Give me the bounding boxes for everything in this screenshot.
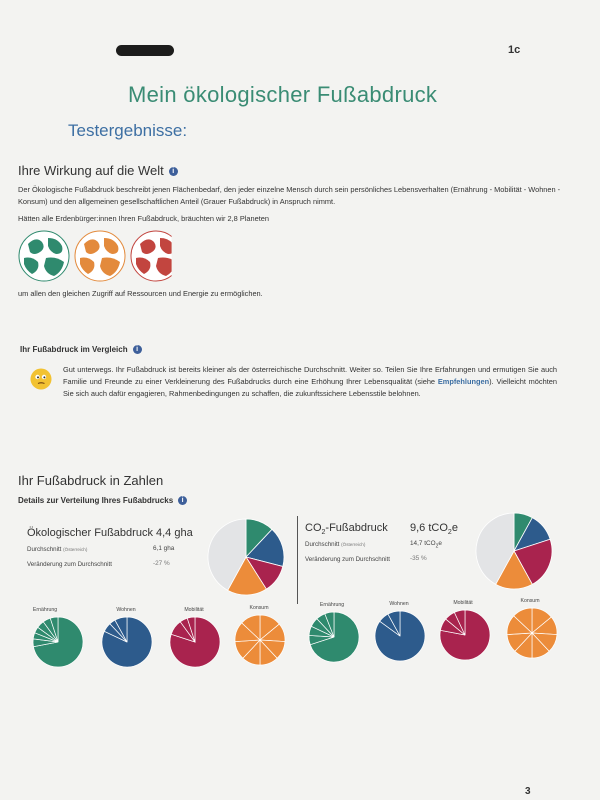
eco-mobilitaet-pie (170, 617, 220, 667)
eco-avg-label (27, 546, 87, 553)
numbers-subheading-text: Details zur Verteilung Ihres Fußabdrucks (18, 496, 174, 505)
co2-avg-value-suffix: e (438, 540, 442, 547)
recommendations-link[interactable]: Empfehlungen (437, 377, 490, 386)
category-label-konsum: Konsum (520, 598, 540, 604)
co2-footprint-title (305, 522, 388, 536)
co2-avg-label-text: Durchschnitt (305, 541, 340, 548)
eco-avg-label-text: Durchschnitt (27, 546, 62, 553)
co2-title-sub: 2 (321, 529, 326, 537)
info-icon[interactable]: i (169, 167, 178, 176)
compare-heading (20, 345, 142, 354)
info-icon[interactable]: i (133, 345, 142, 354)
co2-title-suffix: -Fußabdruck (325, 522, 388, 534)
co2-value-suffix: e (451, 522, 458, 534)
co2-footprint-pie-chart (476, 513, 552, 589)
co2-avg-value-prefix: 14,7 tCO (410, 540, 436, 547)
category-label-ernaehrung: Ernährung (32, 607, 58, 613)
panel-divider (297, 516, 298, 604)
eco-change-label: Veränderung zum Durchschnitt (27, 561, 112, 568)
co2-avg-note: (Österreich) (341, 542, 366, 547)
impact-paragraph: Der Ökologische Fußabdruck beschreibt jenen Flächenbedarf, den jeder einzelne Mensch durch sein persönliches Lebensverhalten (Ernährung - Mobilität - Wohnen - Konsum) und den allgemeinen gesellschaftlichen Anteil (Grauer Fußabdruck) in Anspruch nimmt. (18, 185, 561, 206)
category-label-mobilitaet: Mobilität (184, 607, 204, 613)
compare-text-before: Gut unterwegs. Ihr Fußabdruck ist bereits kleiner als der österreichische Durchschnitt. Weiter so. Teilen Sie Ihre Erfahrungen und ermutigen Sie auch Familie und Freunde zu einer Verkleinerung des Fußabdrucks durch eine Erhöhung Ihrer Lebensqualität (siehe (63, 365, 557, 386)
page-subtitle: Testergebnisse: (68, 121, 188, 140)
thinking-face-icon (30, 368, 52, 390)
co2-wohnen-pie (375, 611, 425, 661)
numbers-heading: Ihr Fußabdruck in Zahlen (18, 473, 164, 488)
numbers-subheading (18, 496, 187, 505)
page-title: Mein ökologischer Fußabdruck (128, 82, 438, 107)
co2-value-sub: 2 (447, 529, 452, 537)
compare-text-after: ). Vielleicht möchten Sie sich auch dafür engagieren, Rahmenbedingungen zu schaffen, die zukunftssichere Lebensstile belohnen. (63, 377, 557, 398)
eco-wohnen-pie (102, 617, 152, 667)
co2-change-label: Veränderung zum Durchschnitt (305, 556, 390, 563)
co2-avg-value-sub: 2 (435, 543, 439, 550)
planets-line: Hätten alle Erdenbürger:innen Ihren Fußabdruck, bräuchten wir 2,8 Planeten (18, 214, 270, 223)
impact-heading (18, 163, 178, 178)
co2-avg-label (305, 541, 365, 548)
co2-avg-value (410, 540, 442, 549)
eco-avg-value: 6,1 gha (153, 545, 175, 552)
co2-change-value: -35 % (410, 555, 427, 562)
eco-change-value: -27 % (153, 560, 170, 567)
eco-ernaehrung-pie (33, 617, 83, 667)
redaction-bar (116, 45, 174, 56)
eco-konsum-pie (235, 615, 285, 665)
category-label-konsum: Konsum (249, 605, 269, 611)
eco-footprint-title: Ökologischer Fußabdruck 4,4 gha (27, 527, 193, 539)
globe-icon (18, 230, 70, 282)
co2-value-prefix: 9,6 tCO (410, 522, 448, 534)
co2-footprint-value (410, 522, 458, 536)
category-label-ernaehrung: Ernährung (319, 602, 345, 608)
category-label-wohnen: Wohnen (389, 601, 409, 607)
category-label-wohnen: Wohnen (116, 607, 136, 613)
partial-globe-icon (130, 230, 182, 282)
impact-heading-text: Ihre Wirkung auf die Welt (18, 163, 164, 178)
compare-paragraph (63, 364, 557, 400)
co2-ernaehrung-pie (309, 612, 359, 662)
page-number: 3 (525, 786, 531, 797)
co2-title-prefix: CO (305, 522, 322, 534)
compare-heading-text: Ihr Fußabdruck im Vergleich (20, 345, 128, 354)
co2-konsum-pie (507, 608, 557, 658)
info-icon[interactable]: i (178, 496, 187, 505)
corner-label: 1c (508, 44, 521, 56)
planets-after-line: um allen den gleichen Zugriff auf Ressourcen und Energie zu ermöglichen. (18, 289, 263, 298)
category-label-mobilitaet: Mobilität (453, 600, 473, 606)
eco-footprint-pie-chart (208, 519, 284, 595)
globe-icon (74, 230, 126, 282)
eco-avg-note: (Österreich) (63, 547, 88, 552)
co2-mobilitaet-pie (440, 610, 490, 660)
